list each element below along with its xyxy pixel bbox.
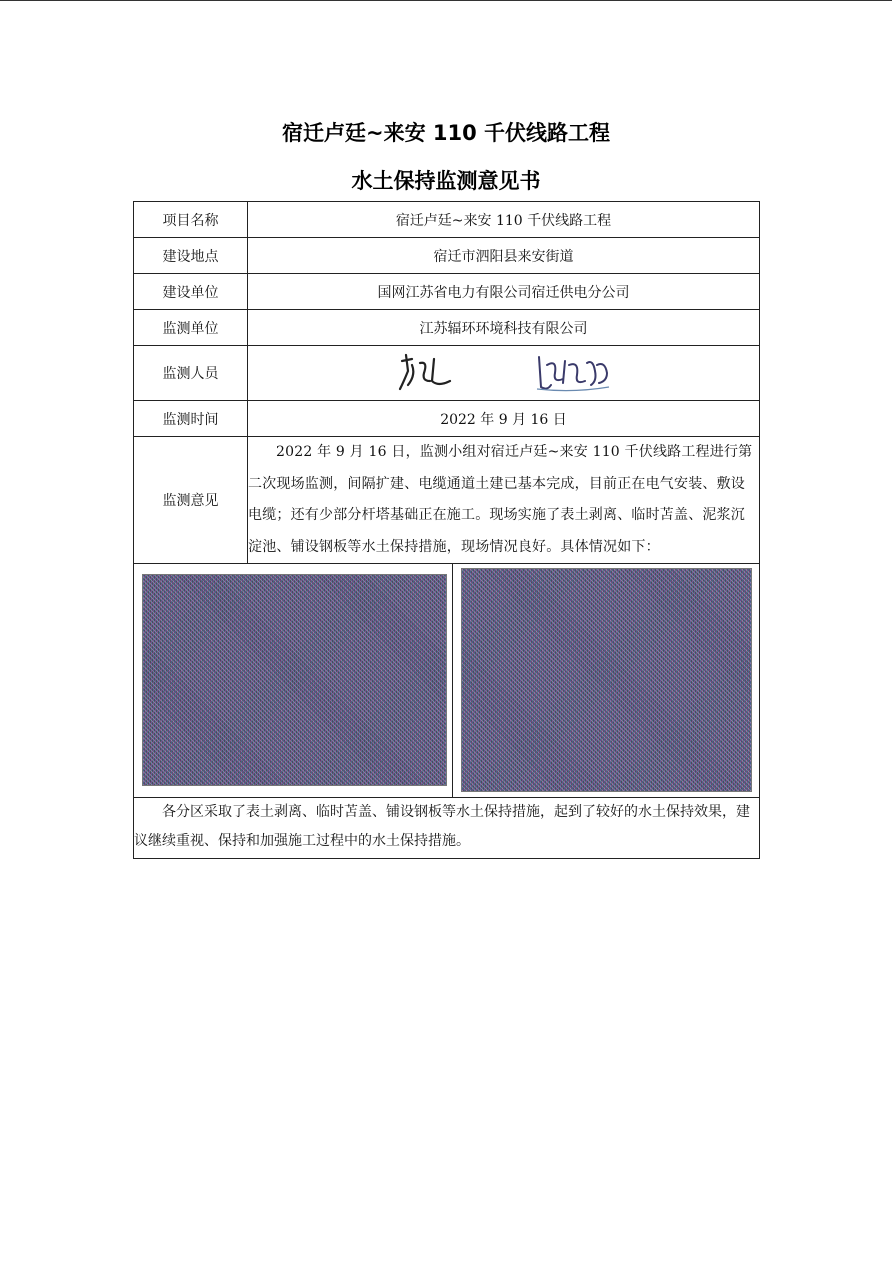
photos-row (134, 564, 760, 798)
summary-text: 各分区采取了表土剥离、临时苫盖、铺设钢板等水土保持措施，起到了较好的水土保持效果，建议继续重视、保持和加强施工过程中的水土保持措施。 (134, 798, 760, 859)
site-photo-1 (142, 574, 447, 786)
document-title: 宿迁卢廷~来安 110 千伏线路工程 (281, 121, 611, 145)
table-row (134, 310, 760, 346)
site-photo-2 (461, 568, 752, 792)
site-photos-cell (134, 564, 760, 798)
monitoring-unit-label: 监测单位 (134, 310, 248, 346)
project-name-value: 宿迁卢廷~来安 110 千伏线路工程 (248, 202, 760, 238)
table-row (134, 437, 760, 564)
signature-2 (533, 351, 613, 395)
construction-unit-value: 国网江苏省电力有限公司宿迁供电分公司 (248, 274, 760, 310)
summary-row (134, 798, 760, 859)
monitoring-unit-value: 江苏辐环环境科技有限公司 (248, 310, 760, 346)
construction-unit-label: 建设单位 (134, 274, 248, 310)
signature-1 (394, 351, 464, 395)
monitoring-form-table (133, 201, 760, 859)
monitoring-time-label: 监测时间 (134, 401, 248, 437)
photo-divider (452, 564, 453, 797)
monitoring-personnel-label: 监测人员 (134, 346, 248, 401)
top-border-line (0, 0, 892, 1)
table-row (134, 202, 760, 238)
monitoring-opinion-label: 监测意见 (134, 437, 248, 564)
table-row (134, 274, 760, 310)
table-row (134, 346, 760, 401)
monitoring-time-value: 2022 年 9 月 16 日 (248, 401, 760, 437)
table-row (134, 238, 760, 274)
monitoring-opinion-text: 2022 年 9 月 16 日，监测小组对宿迁卢廷~来安 110 千伏线路工程进行第二次现场监测，间隔扩建、电缆通道土建已基本完成，目前正在电气安装、敷设电缆；还有少部分杆塔基础正在施工。现场实施了表土剥离、临时苫盖、泥浆沉淀池、铺设钢板等水土保持措施，现场情况良好。具体情况如下： (248, 437, 760, 564)
construction-location-label: 建设地点 (134, 238, 248, 274)
table-row (134, 401, 760, 437)
signatures-cell (248, 346, 760, 401)
project-name-label: 项目名称 (134, 202, 248, 238)
document-subtitle: 水土保持监测意见书 (351, 169, 541, 193)
construction-location-value: 宿迁市泗阳县来安街道 (248, 238, 760, 274)
